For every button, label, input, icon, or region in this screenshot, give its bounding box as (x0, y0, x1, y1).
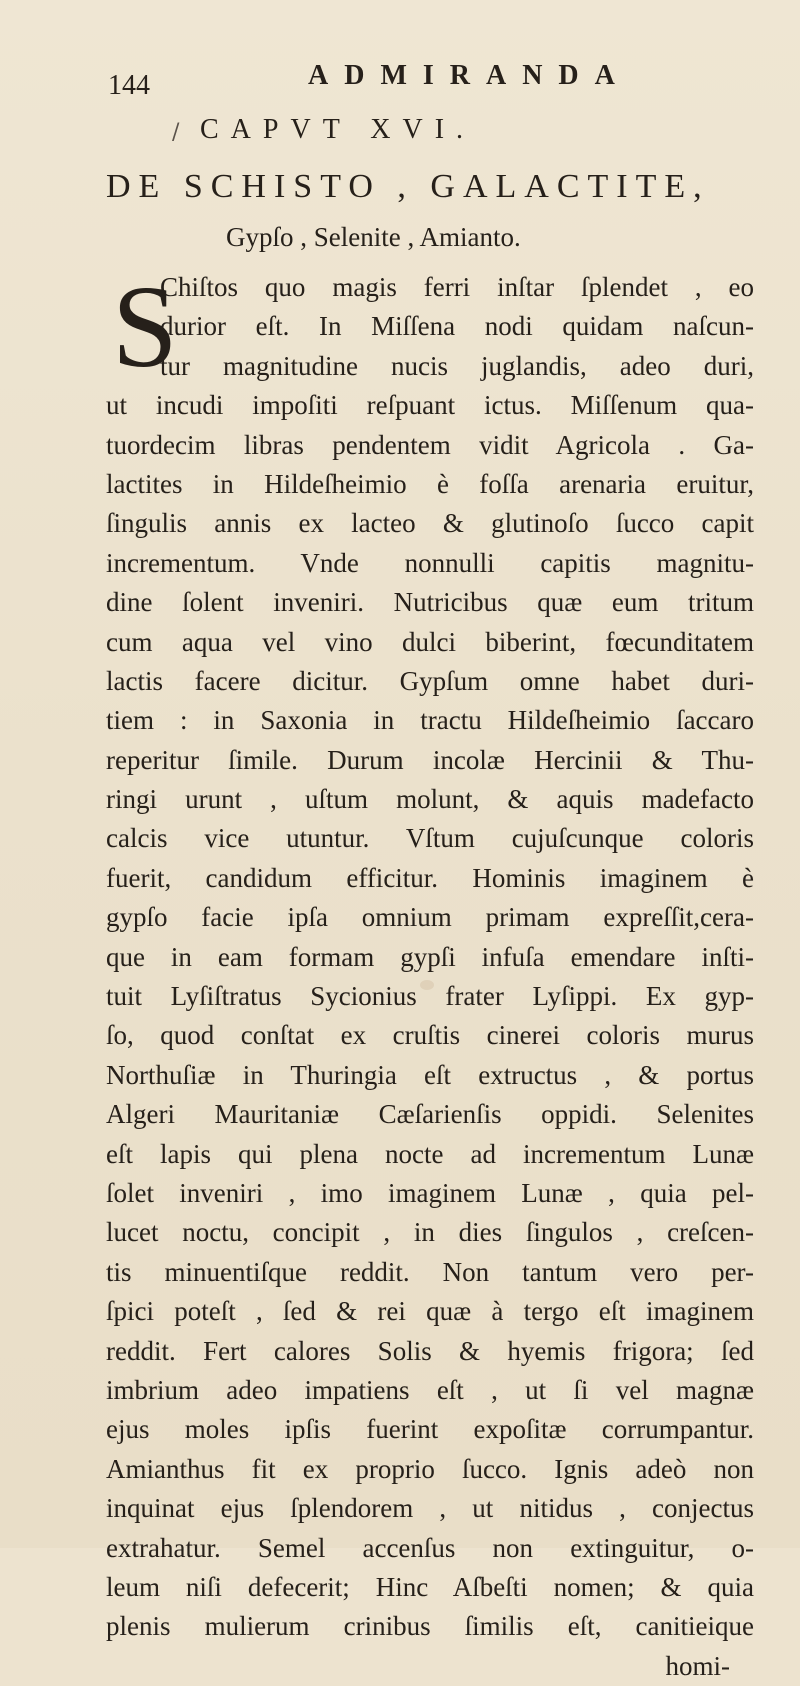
text-line: ſo, quod conſtat ex cruſtis cinerei coloris murus (106, 1020, 754, 1051)
section-title: DE SCHISTO , GALACTITE, (106, 168, 710, 205)
text-line: lucet noctu, concipit , in dies ſingulos , creſcen- (106, 1217, 754, 1248)
catchword: homi- (665, 1650, 730, 1681)
text-line: ſingulis annis ex lacteo & glutinoſo ſucco capit (106, 508, 754, 539)
text-line: gypſo facie ipſa omnium primam expreſſit,cera- (106, 902, 754, 933)
text-line: ſpici poteſt , ſed & rei quæ à tergo eſt imaginem (106, 1296, 754, 1327)
text-line: plenis mulierum crinibus ſimilis eſt, canitieique (106, 1611, 754, 1642)
chapter-heading: CAPVT XVI. (200, 114, 476, 145)
text-line: extrahatur. Semel accenſus non extinguitur, o- (106, 1532, 754, 1563)
stray-mark: / (172, 120, 180, 145)
text-line: ut incudi impoſiti reſpuant ictus. Miſſenum qua- (106, 390, 754, 421)
text-line: tiem : in Saxonia in tractu Hildeſheimio ſaccaro (106, 705, 754, 736)
text-line: que in eam formam gypſi infuſa emendare inſti- (106, 941, 754, 972)
text-line: tur magnitudine nucis juglandis, adeo duri, (160, 350, 754, 381)
text-line: fuerit, candidum efficitur. Hominis imaginem è (106, 862, 754, 893)
text-line: incrementum. Vnde nonnulli capitis magnitu- (106, 547, 754, 578)
running-title: ADMIRANDA (308, 60, 631, 91)
text-line: leum niſi defecerit; Hinc Aſbeſti nomen; & quia (106, 1571, 754, 1602)
text-line: calcis vice utuntur. Vſtum cujuſcunque coloris (106, 823, 754, 854)
text-line: Algeri Mauritaniæ Cæſarienſis oppidi. Selenites (106, 1099, 754, 1130)
text-line: tis minuentiſque reddit. Non tantum vero per- (106, 1256, 754, 1287)
text-line: ringi urunt , uſtum molunt, & aquis madefacto (106, 784, 754, 815)
text-line: Amianthus fit ex proprio ſucco. Ignis adeò non (106, 1453, 754, 1484)
page-header (108, 52, 700, 102)
body-text (106, 261, 754, 1686)
text-line: reperitur ſimile. Durum incolæ Hercinii & Thu- (106, 744, 754, 775)
text-line: lactis facere dicitur. Gypſum omne habet duri- (106, 665, 754, 696)
drop-cap: S (112, 261, 178, 392)
text-line: imbrium adeo impatiens eſt , ut ſi vel magnæ (106, 1374, 754, 1405)
text-line: tuit Lyſiſtratus Sycionius frater Lyſippi. Ex gyp- (106, 981, 754, 1012)
text-line: durior eſt. In Miſſena nodi quidam naſcun- (160, 311, 754, 342)
text-line: Chiſtos quo magis ferri inſtar ſplendet , eo (160, 272, 754, 302)
text-line: ſolet inveniri , imo imaginem Lunæ , quia pel- (106, 1177, 754, 1208)
text-line: lactites in Hildeſheimio è foſſa arenaria eruitur, (106, 468, 754, 499)
text-line: reddit. Fert calores Solis & hyemis frigora; ſed (106, 1335, 754, 1366)
text-line: eſt lapis qui plena nocte ad incrementum Lunæ (106, 1138, 754, 1169)
text-line: dine ſolent inveniri. Nutricibus quæ eum tritum (106, 587, 754, 618)
text-line: Northuſiæ in Thuringia eſt extructus , & portus (106, 1059, 754, 1090)
text-line: tuordecim libras pendentem vidit Agricola . Ga- (106, 429, 754, 460)
page-number: 144 (108, 70, 150, 101)
text-line: cum aqua vel vino dulci biberint, fœcunditatem (106, 626, 754, 657)
section-subtitle: Gypſo , Selenite , Amianto. (226, 222, 521, 252)
text-line: inquinat ejus ſplendorem , ut nitidus , conjectus (106, 1493, 754, 1524)
text-line: ejus moles ipſis fuerint expoſitæ corrumpantur. (106, 1414, 754, 1445)
